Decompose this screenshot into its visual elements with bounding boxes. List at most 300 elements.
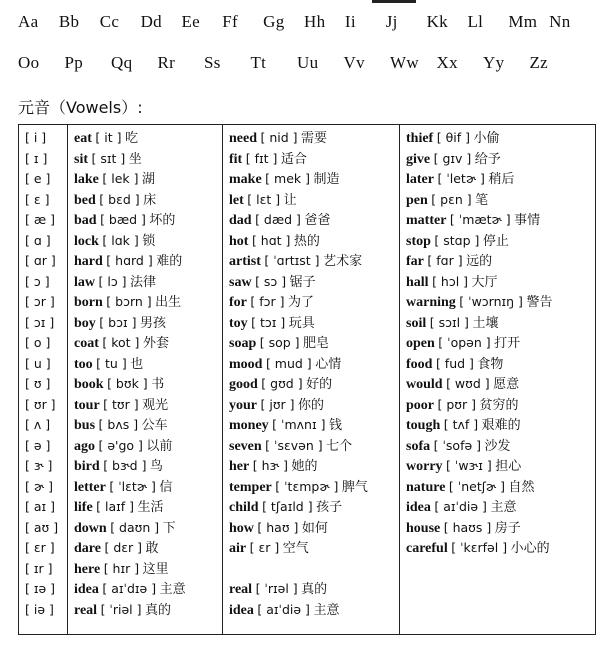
chinese-meaning: 主意 — [313, 602, 340, 618]
section-title: 元音（Vowels）: — [18, 98, 143, 117]
example-word: for — [229, 295, 247, 310]
example-word: hall — [406, 274, 429, 290]
example-entry — [229, 314, 315, 333]
example-word: too — [74, 356, 93, 372]
phonetic: [ fɪt ] — [245, 150, 278, 166]
example-entry — [74, 334, 169, 353]
chinese-meaning: 孩子 — [316, 500, 343, 515]
chinese-meaning: 下 — [162, 520, 176, 536]
letter-pair: Ee — [181, 12, 200, 31]
chinese-meaning: 大厅 — [471, 274, 498, 290]
example-entry — [229, 437, 352, 456]
example-word: careful — [406, 541, 448, 556]
example-entry — [229, 457, 318, 476]
chinese-meaning: 热的 — [293, 233, 320, 249]
example-word: bus — [74, 418, 96, 433]
example-word: bed — [74, 192, 96, 208]
example-entry — [74, 498, 164, 517]
letter-pair: Ff — [222, 12, 239, 31]
chinese-meaning: 以前 — [146, 438, 173, 454]
example-entry — [406, 150, 501, 169]
chinese-meaning: 稍后 — [488, 172, 515, 187]
vowel-table — [18, 124, 596, 635]
phonetic: [ sɪt ] — [91, 150, 126, 166]
phonetic: [ ˈmʌnɪ ] — [272, 417, 326, 432]
example-word: life — [74, 500, 93, 515]
example-entry — [74, 293, 181, 312]
example-entry — [74, 211, 175, 230]
chinese-meaning: 贫穷的 — [479, 397, 519, 413]
chinese-meaning: 这里 — [142, 561, 169, 577]
chinese-meaning: 锯子 — [289, 274, 316, 290]
example-entry — [406, 416, 521, 435]
chinese-meaning: 书 — [151, 377, 165, 392]
letter-pair: Ww — [390, 53, 419, 72]
chinese-meaning: 外套 — [142, 336, 169, 351]
phonetic: [ mek ] — [265, 171, 310, 186]
chinese-meaning: 警告 — [526, 295, 553, 310]
example-word: let — [229, 192, 244, 208]
ipa-symbol: [ ɪr ] — [25, 560, 53, 576]
chinese-meaning: 湖 — [142, 172, 156, 187]
letter-pair: Gg — [263, 12, 285, 31]
example-entry — [74, 232, 155, 251]
phonetic: [ ˈwɝɪ ] — [446, 458, 492, 473]
example-word: your — [229, 397, 257, 413]
ipa-symbol: [ ɔ ] — [25, 273, 50, 289]
phonetic: [ bɛd ] — [99, 191, 140, 207]
phonetic: [ sɔɪl ] — [429, 314, 469, 330]
example-entry — [74, 375, 164, 394]
chinese-meaning: 打开 — [494, 336, 521, 351]
phonetic: [ ə'go ] — [98, 437, 143, 453]
example-entry — [229, 355, 341, 374]
chinese-meaning: 给予 — [474, 151, 501, 167]
phonetic: [ ˈtɛmpɚ ] — [275, 478, 339, 494]
ipa-symbol: [ e ] — [25, 171, 51, 186]
phonetic: [ tʃaɪld ] — [262, 499, 313, 514]
phonetic: [ sɔ ] — [255, 273, 287, 289]
example-entry — [74, 191, 156, 210]
letter-pair: Oo — [18, 53, 40, 72]
chinese-meaning: 出生 — [155, 295, 182, 310]
chinese-meaning: 制造 — [313, 172, 340, 187]
phonetic: [ hɑt ] — [251, 232, 291, 248]
example-word: law — [74, 274, 95, 290]
phonetic: [ θif ] — [436, 130, 470, 145]
example-word: stop — [406, 233, 431, 249]
ipa-symbol: [ ʊr ] — [25, 396, 56, 412]
chinese-meaning: 主意 — [159, 582, 186, 597]
example-word: temper — [229, 479, 272, 495]
example-word: seven — [229, 438, 262, 454]
phonetic: [ ˈrɪəl ] — [255, 581, 298, 596]
example-word: need — [229, 131, 257, 146]
example-word: make — [229, 172, 262, 187]
example-word: toy — [229, 315, 248, 331]
chinese-meaning: 笔 — [475, 192, 489, 208]
example-entry — [229, 416, 342, 435]
example-word: letter — [74, 479, 106, 495]
column-divider — [67, 125, 68, 634]
example-entry — [229, 580, 327, 599]
chinese-meaning: 让 — [283, 192, 297, 208]
chinese-meaning: 锁 — [142, 233, 156, 249]
chinese-meaning: 主意 — [490, 500, 517, 515]
chinese-meaning: 小偷 — [473, 131, 500, 146]
example-entry — [74, 150, 142, 169]
example-word: far — [406, 254, 424, 269]
example-entry — [74, 560, 169, 579]
example-word: real — [229, 582, 253, 597]
example-word: idea — [229, 602, 254, 618]
letter-pair: Hh — [304, 12, 326, 31]
phonetic: [ dæd ] — [255, 212, 301, 227]
letter-pair: Kk — [426, 12, 448, 31]
example-entry — [229, 519, 328, 538]
chinese-meaning: 七个 — [326, 438, 353, 454]
example-word: soil — [406, 315, 427, 331]
example-word: tough — [406, 418, 441, 433]
ipa-symbol: [ ɪə ] — [25, 581, 56, 596]
ipa-symbol: [ ʌ ] — [25, 417, 51, 432]
example-entry — [229, 478, 368, 497]
chinese-meaning: 适合 — [280, 151, 307, 167]
example-entry — [229, 170, 340, 189]
example-word: hot — [229, 233, 249, 249]
chinese-meaning: 敢 — [145, 541, 159, 556]
example-word: fit — [229, 151, 243, 167]
example-entry — [74, 437, 172, 456]
example-entry — [406, 334, 520, 353]
chinese-meaning: 远的 — [466, 254, 493, 269]
chinese-meaning: 小心的 — [510, 541, 550, 556]
example-entry — [74, 539, 159, 558]
chinese-meaning: 艺术家 — [323, 254, 363, 269]
letter-pair: Pp — [64, 53, 84, 72]
example-word: real — [74, 602, 98, 618]
phonetic: [ ˈsɛvən ] — [265, 437, 323, 453]
example-word: how — [229, 520, 254, 536]
ipa-symbol: [ ɑ ] — [25, 232, 51, 248]
example-word: tour — [74, 397, 100, 413]
chinese-meaning: 生活 — [137, 500, 164, 515]
phonetic: [ aɪˈdɪə ] — [102, 581, 157, 596]
letter-pair: Rr — [157, 53, 176, 72]
ipa-symbol: [ ʊ ] — [25, 376, 51, 391]
phonetic: [ ɛr ] — [249, 540, 280, 555]
example-word: soap — [229, 336, 257, 351]
example-word: bad — [74, 213, 97, 228]
example-word: sit — [74, 151, 88, 167]
chinese-meaning: 她的 — [291, 459, 318, 474]
example-word: eat — [74, 131, 92, 146]
phonetic: [ daʊn ] — [110, 519, 160, 535]
example-word: money — [229, 418, 269, 433]
example-entry — [74, 170, 155, 189]
letter-pair: Vv — [343, 53, 365, 72]
chinese-meaning: 玩具 — [288, 315, 315, 331]
letter-pair: Xx — [436, 53, 458, 72]
example-entry — [229, 211, 330, 230]
example-word: later — [406, 172, 434, 187]
chinese-meaning: 土壤 — [472, 315, 499, 331]
example-entry — [229, 396, 324, 415]
phonetic: [ jʊr ] — [260, 396, 295, 412]
letter-pair: Jj — [385, 12, 398, 31]
example-entry — [229, 191, 297, 210]
example-word: pen — [406, 192, 428, 208]
ipa-symbol: [ ɝ ] — [25, 458, 53, 473]
example-entry — [74, 355, 143, 374]
chinese-meaning: 担心 — [495, 459, 522, 474]
phonetic: [ tʌf ] — [443, 417, 479, 432]
phonetic: [ haʊs ] — [443, 519, 492, 535]
phonetic: [ ˈsofə ] — [433, 437, 482, 453]
chinese-meaning: 为了 — [288, 295, 315, 310]
column-divider — [399, 125, 400, 634]
phonetic: [ ˈletɚ ] — [437, 171, 485, 186]
ipa-symbol: [ u ] — [25, 355, 51, 371]
phonetic: [ ˈɑrtɪst ] — [264, 253, 320, 268]
chinese-meaning: 空气 — [282, 541, 309, 556]
example-word: hard — [74, 254, 103, 269]
phonetic: [ bæd ] — [100, 212, 146, 227]
phonetic: [ pɛn ] — [431, 191, 472, 207]
example-word: lock — [74, 233, 99, 249]
ipa-symbol: [ æ ] — [25, 212, 55, 227]
example-entry — [406, 129, 499, 148]
example-word: book — [74, 377, 104, 392]
letter-pair: Qq — [111, 53, 133, 72]
letter-pair: Uu — [297, 53, 319, 72]
example-entry — [406, 211, 540, 230]
example-word: bird — [74, 459, 100, 474]
chinese-meaning: 公车 — [141, 418, 168, 433]
example-entry — [406, 252, 492, 271]
example-entry — [406, 478, 535, 497]
example-entry — [229, 375, 332, 394]
chinese-meaning: 愿意 — [493, 377, 520, 392]
example-entry — [229, 252, 362, 271]
chinese-meaning: 床 — [143, 192, 157, 208]
phonetic: [ fɑr ] — [427, 253, 463, 268]
example-entry — [74, 273, 156, 292]
phonetic: [ hɑrd ] — [106, 253, 153, 268]
example-entry — [406, 437, 511, 456]
chinese-meaning: 信 — [159, 479, 173, 495]
example-entry — [406, 314, 498, 333]
phonetic: [ dɛr ] — [104, 540, 142, 555]
phonetic: [ ˈwɔrnɪŋ ] — [459, 294, 523, 309]
example-word: house — [406, 520, 441, 536]
example-word: idea — [406, 500, 431, 515]
chinese-meaning: 心情 — [315, 356, 342, 372]
letter-pair: Nn — [549, 12, 571, 31]
chinese-meaning: 法律 — [130, 274, 157, 290]
example-word: artist — [229, 254, 261, 269]
top-edge-mark — [372, 0, 416, 3]
ipa-symbol: [ ɪ ] — [25, 150, 48, 166]
example-word: idea — [74, 582, 99, 597]
phonetic: [ tʊr ] — [103, 396, 139, 412]
chinese-meaning: 事情 — [514, 213, 541, 228]
phonetic: [ bɔrn ] — [106, 294, 152, 309]
phonetic: [ bʊk ] — [107, 376, 148, 391]
chinese-meaning: 钱 — [328, 418, 342, 433]
ipa-symbol: [ ɑr ] — [25, 253, 56, 268]
letter-pair: Aa — [18, 12, 39, 31]
example-word: give — [406, 151, 431, 167]
letter-pair: Bb — [58, 12, 80, 31]
example-entry — [74, 580, 186, 599]
example-word: worry — [406, 459, 443, 474]
phonetic: [ stɑp ] — [434, 232, 480, 248]
phonetic: [ aɪˈdiə ] — [434, 499, 487, 514]
example-entry — [229, 129, 327, 148]
example-entry — [406, 293, 552, 312]
phonetic: [ ˈlɛtɚ ] — [109, 478, 156, 494]
ipa-symbol: [ aʊ ] — [25, 519, 59, 535]
example-entry — [406, 355, 503, 374]
letter-pair: Ss — [204, 53, 221, 72]
example-entry — [229, 601, 339, 620]
chinese-meaning: 难的 — [156, 254, 183, 269]
chinese-meaning: 沙发 — [484, 438, 511, 454]
chinese-meaning: 停止 — [482, 233, 509, 249]
letter-pair: Tt — [250, 53, 267, 72]
example-entry — [74, 252, 182, 271]
example-entry — [406, 375, 519, 394]
example-entry — [406, 457, 521, 476]
chinese-meaning: 吃 — [124, 131, 138, 146]
example-word: thief — [406, 131, 434, 146]
phonetic: [ hɔl ] — [432, 273, 469, 289]
example-entry — [406, 273, 498, 292]
example-entry — [229, 232, 320, 251]
ipa-symbol: [ i ] — [25, 130, 47, 145]
example-word: nature — [406, 479, 446, 495]
phonetic: [ mud ] — [265, 355, 312, 371]
phonetic: [ pʊr ] — [437, 396, 476, 412]
phonetic: [ aɪˈdiə ] — [257, 601, 310, 617]
letter-pair: Zz — [529, 53, 549, 72]
example-entry — [406, 519, 521, 538]
example-word: sofa — [406, 438, 431, 454]
phonetic: [ bɔɪ ] — [99, 314, 137, 330]
chinese-meaning: 鸟 — [149, 459, 163, 474]
example-word: would — [406, 377, 443, 392]
chinese-meaning: 艰难的 — [481, 418, 521, 433]
example-entry — [406, 539, 550, 558]
phonetic: [ bʌs ] — [98, 417, 139, 432]
letter-pair: Ll — [467, 12, 484, 31]
phonetic: [ haʊ ] — [257, 519, 299, 535]
ipa-symbol: [ ə ] — [25, 437, 51, 453]
example-word: born — [74, 295, 103, 310]
example-entry — [229, 150, 307, 169]
ipa-symbol: [ ɔr ] — [25, 294, 55, 309]
chinese-meaning: 脾气 — [341, 479, 368, 495]
phonetic: [ nid ] — [260, 130, 298, 145]
example-word: warning — [406, 295, 456, 310]
example-word: matter — [406, 213, 447, 228]
example-word: saw — [229, 274, 252, 290]
example-word: here — [74, 561, 101, 577]
chinese-meaning: 真的 — [301, 582, 328, 597]
ipa-symbol: [ ɛ ] — [25, 191, 50, 207]
phonetic: [ hɪr ] — [103, 560, 140, 576]
chinese-meaning: 爸爸 — [304, 213, 331, 228]
phonetic: [ hɝ ] — [252, 458, 289, 473]
example-word: ago — [74, 438, 95, 454]
phonetic: [ ˈnetʃɚ ] — [448, 478, 506, 494]
example-entry — [74, 601, 171, 620]
ipa-symbol: [ o ] — [25, 335, 51, 350]
alphabet-row-1 — [18, 12, 590, 32]
example-word: poor — [406, 397, 434, 413]
example-word: dare — [74, 541, 101, 556]
phonetic: [ kot ] — [102, 335, 140, 350]
ipa-symbol: [ ɔɪ ] — [25, 314, 55, 330]
example-entry — [229, 293, 314, 312]
example-word: good — [229, 377, 258, 392]
example-entry — [74, 314, 166, 333]
letter-pair: Yy — [483, 53, 505, 72]
chinese-meaning: 好的 — [306, 377, 333, 392]
example-word: boy — [74, 315, 96, 331]
phonetic: [ ˈriəl ] — [100, 601, 142, 617]
example-entry — [74, 478, 172, 497]
example-word: open — [406, 336, 435, 351]
ipa-symbol: [ iə ] — [25, 601, 54, 617]
example-word: mood — [229, 356, 263, 372]
example-entry — [229, 273, 316, 292]
phonetic: [ ˈmætɚ ] — [449, 212, 511, 227]
chinese-meaning: 如何 — [301, 520, 328, 536]
example-word: food — [406, 356, 433, 372]
chinese-meaning: 食物 — [477, 356, 504, 372]
phonetic: [ tɔɪ ] — [251, 314, 286, 330]
chinese-meaning: 需要 — [301, 131, 328, 146]
letter-pair: Cc — [99, 12, 120, 31]
phonetic: [ tu ] — [96, 355, 127, 371]
phonetic: [ lɑk ] — [102, 232, 139, 248]
phonetic: [ ˈopən ] — [438, 335, 491, 350]
example-entry — [229, 334, 329, 353]
phonetic: [ it ] — [95, 130, 122, 145]
phonetic: [ fɔr ] — [250, 294, 285, 309]
alphabet-row-2 — [18, 53, 590, 73]
column-divider — [222, 125, 223, 634]
letter-pair: Mm — [508, 12, 538, 31]
example-word: child — [229, 500, 259, 515]
example-entry — [74, 129, 138, 148]
example-entry — [406, 498, 516, 517]
example-word: her — [229, 459, 250, 474]
phonetic: [ bɝd ] — [103, 458, 147, 473]
chinese-meaning: 真的 — [145, 602, 172, 618]
letter-pair: Dd — [140, 12, 162, 31]
example-entry — [406, 396, 519, 415]
ipa-symbol: [ ɛr ] — [25, 540, 55, 555]
phonetic: [ ˈkɛrfəl ] — [451, 540, 508, 555]
example-word: down — [74, 520, 107, 536]
chinese-meaning: 肥皂 — [303, 336, 330, 351]
chinese-meaning: 观光 — [142, 397, 169, 413]
chinese-meaning: 也 — [130, 356, 144, 372]
example-entry — [229, 539, 309, 558]
